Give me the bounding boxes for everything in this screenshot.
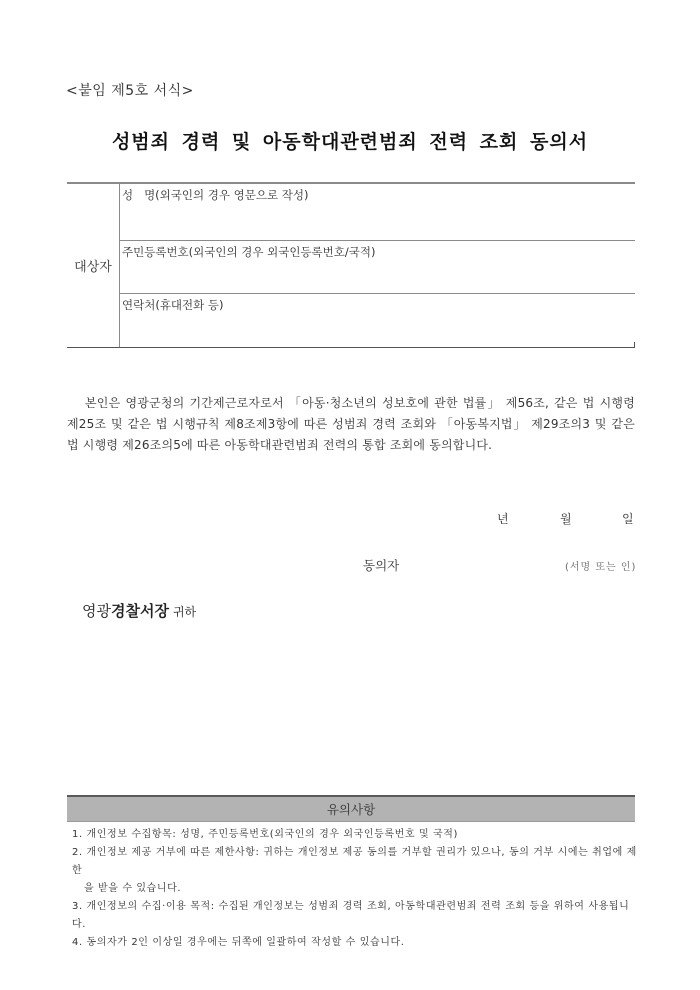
form-number: <붙임 제5호 서식>: [66, 83, 194, 99]
contact-field-label: 연락처(휴대전화 등): [122, 298, 224, 312]
recipient-suffix: 귀하: [172, 605, 197, 619]
notice-item-2-continuation: 을 받을 수 있습니다.: [84, 883, 182, 894]
contact-input[interactable]: [122, 319, 626, 343]
notice-item-3-text: 3. 개인정보의 수집·이용 목적: 수집된 개인정보는 성범죄 경력 조회, 아동학대관련범죄 전력 조회 등을 위하여 사용됩니다.: [72, 901, 630, 930]
contact-field-cell: [120, 294, 635, 347]
notice-item-2-text: 2. 개인정보 제공 거부에 따른 제한사항: 귀하는 개인정보 제공 동의를 거부할 권리가 있으나, 동의 거부 시에는 취업에 제한: [72, 847, 637, 876]
notice-item-2: [72, 844, 637, 898]
resident-number-input[interactable]: [122, 266, 626, 290]
table-right-tick: [634, 342, 635, 348]
consent-paragraph: 본인은 영광군청의 기간제근로자로서 「아동·청소년의 성보호에 관한 법률」 제56조, 같은 법 시행령 제25조 및 같은 법 시행규칙 제8조제3항에 따른 성범죄 경력 조회와 「아동복지법」 제29조의3 및 같은 법 시행령 제26조의5에 따른 아동학대관련범죄 전력의 통합 조회에 동의합니다.: [67, 396, 635, 452]
notice-header: 유의사항: [67, 795, 635, 822]
date-month-label: 월: [560, 512, 572, 526]
notice-item-1: [72, 826, 637, 844]
recipient: [82, 600, 196, 621]
notice-item-4-text: 4. 동의자가 2인 이상일 경우에는 뒤쪽에 일괄하여 작성할 수 있습니다.: [72, 937, 405, 948]
resident-number-field-cell: [120, 241, 635, 294]
name-input[interactable]: [122, 209, 626, 233]
recipient-region: 영광: [82, 602, 111, 620]
notice-item-1-text: 1. 개인정보 수집항목: 성명, 주민등록번호(외국인의 경우 외국인등록번호 및 국적): [72, 829, 459, 840]
table-bottom-rule: [67, 347, 635, 348]
notice-item-4: [72, 934, 637, 952]
date-year-label: 년: [497, 512, 509, 526]
subject-row-label: 대상자: [67, 184, 120, 347]
recipient-title: 경찰서장: [110, 602, 169, 620]
notice-list: [72, 826, 637, 952]
subject-info-table: [67, 182, 635, 348]
name-field-label: 성 명(외국인의 경우 영문으로 작성): [122, 188, 309, 202]
notice-item-3: [72, 898, 637, 934]
signature-field[interactable]: (서명 또는 인): [565, 562, 637, 573]
date-day-label: 일: [622, 512, 634, 526]
resident-number-field-label: 주민등록번호(외국인의 경우 외국인등록번호/국적): [122, 245, 376, 259]
consenter-label: 동의자: [363, 558, 400, 573]
document-title: 성범죄 경력 및 아동학대관련범죄 전력 조회 동의서: [111, 131, 589, 153]
name-field-cell: [120, 184, 635, 241]
